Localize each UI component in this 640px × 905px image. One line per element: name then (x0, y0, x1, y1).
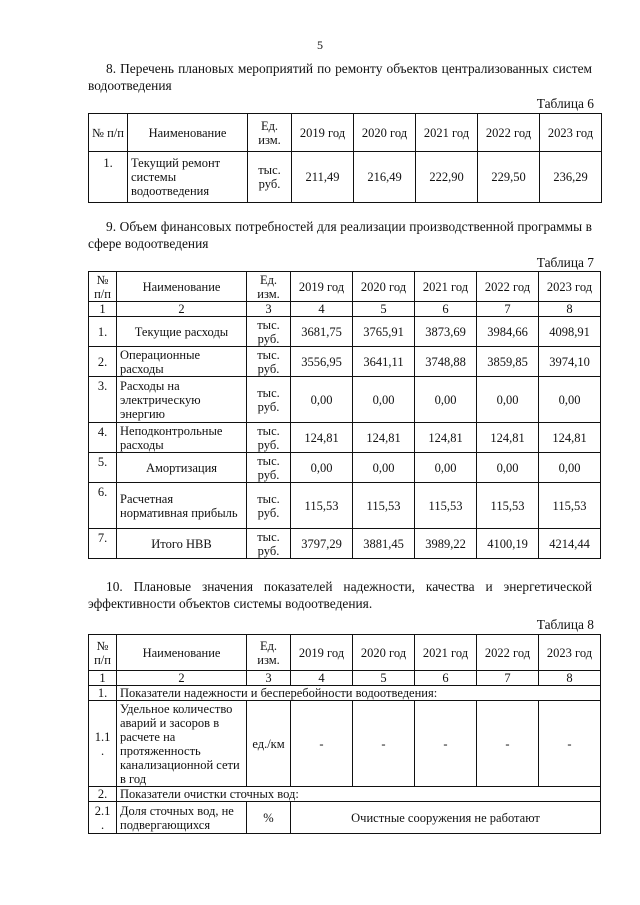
row-value: 3984,66 (477, 317, 539, 347)
header-cell: Наименование (128, 114, 248, 152)
header-cell: 2022 год (477, 272, 539, 302)
row-name: Удельное количество аварий и засоров в расчете на протяженность канализационной сети в год (117, 701, 247, 787)
row-value: - (477, 701, 539, 787)
row-value: - (353, 701, 415, 787)
row-name: Расходы на электрическую энергию (117, 377, 247, 423)
row-value: 0,00 (415, 453, 477, 483)
row-number: 1. (89, 686, 117, 701)
row-number: 7. (89, 529, 117, 559)
row-unit: тыс. руб. (247, 529, 291, 559)
row-value: 115,53 (353, 483, 415, 529)
column-number: 5 (353, 302, 415, 317)
row-number: 1. (89, 152, 128, 203)
column-number: 2 (117, 302, 247, 317)
row-value: 216,49 (354, 152, 416, 203)
row-unit: тыс. руб. (247, 317, 291, 347)
header-cell: Ед. изм. (248, 114, 292, 152)
header-cell: Наименование (117, 635, 247, 671)
table-row (89, 347, 601, 377)
row-value: 115,53 (477, 483, 539, 529)
header-cell: 2019 год (291, 635, 353, 671)
table-header-row (89, 272, 601, 302)
table-row (89, 483, 601, 529)
row-value: 4214,44 (539, 529, 601, 559)
header-cell: 2023 год (540, 114, 602, 152)
row-value: 3989,22 (415, 529, 477, 559)
column-number: 5 (353, 671, 415, 686)
row-name: Расчетная нормативная прибыль (117, 483, 247, 529)
row-number: 6. (89, 483, 117, 529)
row-number: 5. (89, 453, 117, 483)
row-number: 2. (89, 347, 117, 377)
row-unit: % (247, 802, 291, 834)
table-header-row (89, 635, 601, 671)
table-row (89, 423, 601, 453)
table-6 (88, 113, 602, 203)
row-value: 0,00 (415, 377, 477, 423)
column-number: 7 (477, 671, 539, 686)
row-number: 1. (89, 317, 117, 347)
row-value: 222,90 (416, 152, 478, 203)
merged-note: Очистные сооружения не работают (291, 802, 601, 834)
row-value: 124,81 (353, 423, 415, 453)
group-label: Показатели надежности и бесперебойности водоотведения: (117, 686, 601, 701)
header-cell: 2021 год (416, 114, 478, 152)
header-cell: 2021 год (415, 272, 477, 302)
header-cell: 2021 год (415, 635, 477, 671)
row-value: 3556,95 (291, 347, 353, 377)
table-6-label: Таблица 6 (536, 96, 594, 111)
table-row (89, 453, 601, 483)
column-number: 7 (477, 302, 539, 317)
row-value: 0,00 (291, 377, 353, 423)
header-cell: 2020 год (354, 114, 416, 152)
header-cell: Наименование (117, 272, 247, 302)
row-value: 124,81 (291, 423, 353, 453)
row-unit: тыс. руб. (247, 377, 291, 423)
column-number: 3 (247, 671, 291, 686)
header-cell: 2022 год (477, 635, 539, 671)
table-7-label: Таблица 7 (536, 255, 594, 270)
header-cell: № п/п (89, 272, 117, 302)
table-row (89, 317, 601, 347)
row-value: 4100,19 (477, 529, 539, 559)
row-value: 3797,29 (291, 529, 353, 559)
row-name: Амортизация (117, 453, 247, 483)
column-number: 6 (415, 671, 477, 686)
header-cell: 2019 год (292, 114, 354, 152)
row-value: 115,53 (539, 483, 601, 529)
page-number: 5 (317, 38, 323, 52)
row-unit: тыс. руб. (247, 347, 291, 377)
row-name: Неподконтрольные расходы (117, 423, 247, 453)
column-number: 1 (89, 671, 117, 686)
table-7 (88, 271, 601, 559)
column-number: 3 (247, 302, 291, 317)
row-value: 0,00 (477, 453, 539, 483)
group-row (89, 686, 601, 701)
table-8 (88, 634, 601, 834)
row-value: 115,53 (291, 483, 353, 529)
row-value: 0,00 (539, 377, 601, 423)
row-value: 124,81 (415, 423, 477, 453)
row-value: 3873,69 (415, 317, 477, 347)
row-value: - (415, 701, 477, 787)
header-cell: 2020 год (353, 635, 415, 671)
row-value: 124,81 (539, 423, 601, 453)
row-unit: тыс. руб. (248, 152, 292, 203)
row-value: 4098,91 (539, 317, 601, 347)
row-unit: тыс. руб. (247, 423, 291, 453)
column-number: 1 (89, 302, 117, 317)
column-number: 4 (291, 302, 353, 317)
table-row (89, 152, 602, 203)
row-name: Операционные расходы (117, 347, 247, 377)
column-number-row (89, 671, 601, 686)
header-cell: № п/п (89, 635, 117, 671)
header-cell: 2023 год (539, 272, 601, 302)
header-cell: 2022 год (478, 114, 540, 152)
row-value: 236,29 (540, 152, 602, 203)
row-value: 211,49 (292, 152, 354, 203)
row-value: 0,00 (291, 453, 353, 483)
table-row (89, 802, 601, 834)
row-unit: тыс. руб. (247, 483, 291, 529)
column-number: 2 (117, 671, 247, 686)
row-number: 2. (89, 787, 117, 802)
header-cell: Ед. изм. (247, 635, 291, 671)
table-row (89, 701, 601, 787)
row-value: 0,00 (477, 377, 539, 423)
row-value: 3748,88 (415, 347, 477, 377)
column-number: 4 (291, 671, 353, 686)
header-cell: № п/п (89, 114, 128, 152)
group-row (89, 787, 601, 802)
row-number: 2.1 . (89, 802, 117, 834)
row-value: 3681,75 (291, 317, 353, 347)
section-8-heading: 8. Перечень плановых мероприятий по ремонту объектов централизованных систем водоотведения (88, 61, 592, 93)
table-8-label: Таблица 8 (536, 617, 594, 632)
row-value: 3641,11 (353, 347, 415, 377)
row-value: 3974,10 (539, 347, 601, 377)
row-value: 0,00 (539, 453, 601, 483)
row-unit: ед./км (247, 701, 291, 787)
row-name: Итого НВВ (117, 529, 247, 559)
row-unit: тыс. руб. (247, 453, 291, 483)
column-number-row (89, 302, 601, 317)
row-value: 0,00 (353, 377, 415, 423)
row-value: 124,81 (477, 423, 539, 453)
column-number: 8 (539, 302, 601, 317)
row-value: 3881,45 (353, 529, 415, 559)
row-name: Доля сточных вод, не подвергающихся (117, 802, 247, 834)
row-name: Текущий ремонт системы водоотведения (128, 152, 248, 203)
group-label: Показатели очистки сточных вод: (117, 787, 601, 802)
table-row (89, 377, 601, 423)
table-row (89, 529, 601, 559)
row-value: 115,53 (415, 483, 477, 529)
row-value: 0,00 (353, 453, 415, 483)
row-value: 3859,85 (477, 347, 539, 377)
column-number: 8 (539, 671, 601, 686)
row-name: Текущие расходы (117, 317, 247, 347)
header-cell: 2023 год (539, 635, 601, 671)
header-cell: 2020 год (353, 272, 415, 302)
section-10-heading: 10. Плановые значения показателей надежности, качества и энергетической эффективности объектов системы водоотведения. (88, 579, 592, 611)
row-number: 3. (89, 377, 117, 423)
row-number: 4. (89, 423, 117, 453)
row-value: - (291, 701, 353, 787)
row-value: - (539, 701, 601, 787)
header-cell: Ед. изм. (247, 272, 291, 302)
column-number: 6 (415, 302, 477, 317)
table-header-row (89, 114, 602, 152)
row-number: 1.1 . (89, 701, 117, 787)
row-value: 229,50 (478, 152, 540, 203)
header-cell: 2019 год (291, 272, 353, 302)
section-9-heading: 9. Объем финансовых потребностей для реализации производственной программы в сфере водоотведения (88, 219, 592, 251)
row-value: 3765,91 (353, 317, 415, 347)
